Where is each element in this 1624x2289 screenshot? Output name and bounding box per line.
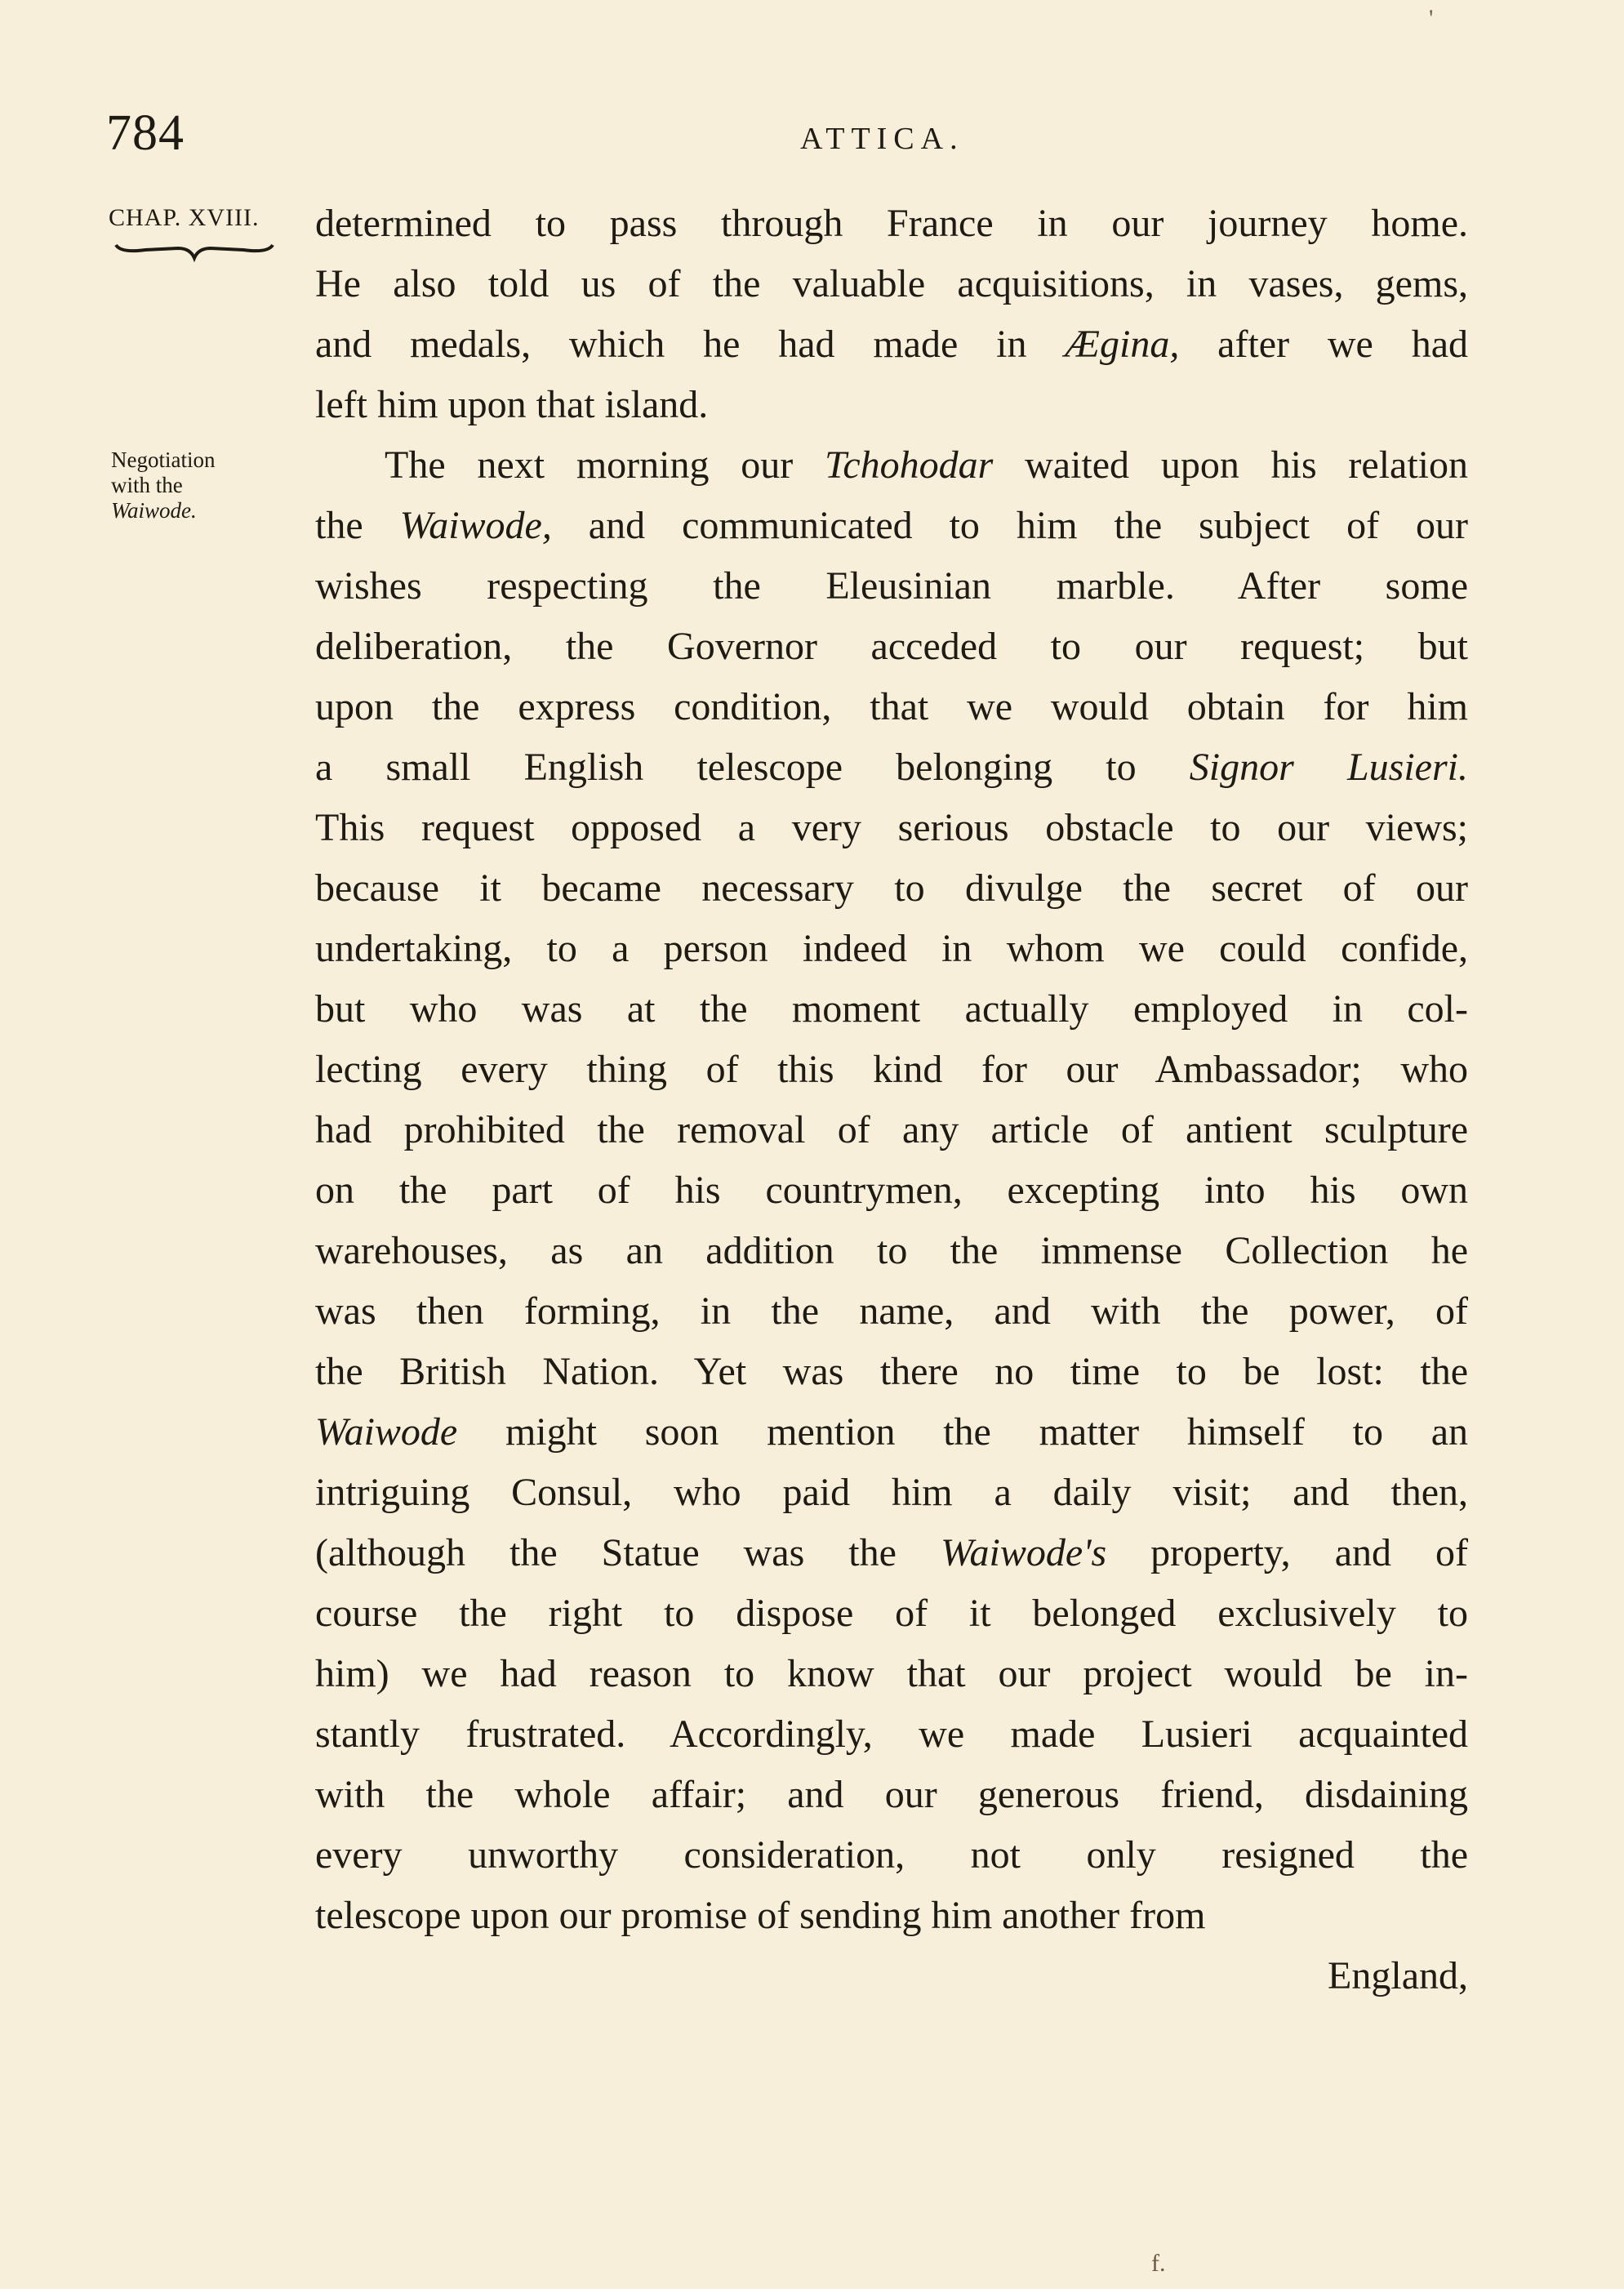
text-segment: a small English telescope belonging to bbox=[315, 746, 1190, 789]
italic-term: Ægina, bbox=[1065, 323, 1180, 366]
text-segment: The next morning our bbox=[385, 443, 825, 487]
ink-speck: f. bbox=[1151, 2250, 1166, 2277]
italic-term: Signor Lusieri. bbox=[1189, 746, 1468, 789]
page-number: 784 bbox=[106, 105, 185, 161]
text-segment: waited upon his relation bbox=[993, 443, 1468, 487]
italic-term: Waiwode bbox=[315, 1410, 458, 1454]
text-line: determined to pass through France in our journey home. bbox=[315, 202, 1468, 245]
text-segment: after we had bbox=[1179, 323, 1468, 366]
text-line: on the part of his countrymen, excepting into his own bbox=[315, 1169, 1468, 1212]
text-line: him) we had reason to know that our project would be in- bbox=[315, 1652, 1468, 1695]
text-line bbox=[315, 1402, 1468, 1463]
text-line: the British Nation. Yet was there no time to be lost: the bbox=[315, 1350, 1468, 1393]
chapter-label: CHAP. XVIII. bbox=[109, 204, 260, 231]
margin-note-line-1: Negotiation bbox=[111, 448, 216, 472]
text-line: stantly frustrated. Accordingly, we made Lusieri acquainted bbox=[315, 1712, 1468, 1756]
text-line: every unworthy consideration, not only resigned the bbox=[315, 1833, 1468, 1877]
text-line: course the right to dispose of it belonged exclusively to bbox=[315, 1592, 1468, 1635]
text-line: because it became necessary to divulge the secret of our bbox=[315, 866, 1468, 910]
text-line: deliberation, the Governor acceded to our request; but bbox=[315, 625, 1468, 668]
italic-term: Waiwode, bbox=[399, 504, 552, 547]
text-line bbox=[315, 737, 1468, 798]
text-line bbox=[315, 1523, 1468, 1583]
text-segment: (although the Statue was the bbox=[315, 1531, 941, 1574]
running-head: ATTICA. bbox=[800, 122, 964, 156]
text-line: intriguing Consul, who paid him a daily visit; and then, bbox=[315, 1471, 1468, 1514]
italic-term: Tchohodar bbox=[825, 443, 994, 487]
text-line bbox=[315, 435, 1468, 496]
text-segment: might soon mention the matter himself to an bbox=[457, 1410, 1468, 1454]
italic-term: Waiwode's bbox=[940, 1531, 1107, 1574]
margin-note-line-2: with the bbox=[111, 473, 183, 497]
text-line: but who was at the moment actually employed in col- bbox=[315, 987, 1468, 1031]
text-line: with the whole affair; and our generous friend, disdaining bbox=[315, 1773, 1468, 1816]
text-line: upon the express condition, that we would obtain for him bbox=[315, 685, 1468, 728]
text-line: lecting every thing of this kind for our Ambassador; who bbox=[315, 1048, 1468, 1091]
margin-note bbox=[111, 448, 266, 523]
text-line: left him upon that island. bbox=[315, 383, 709, 426]
ink-speck: ' bbox=[1429, 5, 1434, 32]
body-text bbox=[315, 194, 1468, 2006]
text-segment: the bbox=[315, 504, 400, 547]
text-line: This request opposed a very serious obstacle to our views; bbox=[315, 806, 1468, 849]
text-line: undertaking, to a person indeed in whom we could confide, bbox=[315, 927, 1468, 970]
text-line: had prohibited the removal of any article of antient sculpture bbox=[315, 1108, 1468, 1151]
text-line bbox=[315, 496, 1468, 556]
text-line: wishes respecting the Eleusinian marble. After some bbox=[315, 564, 1468, 608]
text-line: warehouses, as an addition to the immense Collection he bbox=[315, 1229, 1468, 1272]
text-line: was then forming, in the name, and with the power, of bbox=[315, 1289, 1468, 1333]
text-line bbox=[315, 314, 1468, 375]
text-segment: and medals, which he had made in bbox=[315, 323, 1066, 366]
margin-note-line-3: Waiwode. bbox=[111, 498, 197, 523]
text-line: He also told us of the valuable acquisitions, in vases, gems, bbox=[315, 262, 1468, 305]
text-line: England, bbox=[1328, 1954, 1468, 1997]
text-segment: property, and of bbox=[1106, 1531, 1468, 1574]
brace-ornament-icon bbox=[113, 238, 276, 263]
text-segment: and communicated to him the subject of our bbox=[551, 504, 1468, 547]
text-line: telescope upon our promise of sending him another from bbox=[315, 1894, 1206, 1937]
